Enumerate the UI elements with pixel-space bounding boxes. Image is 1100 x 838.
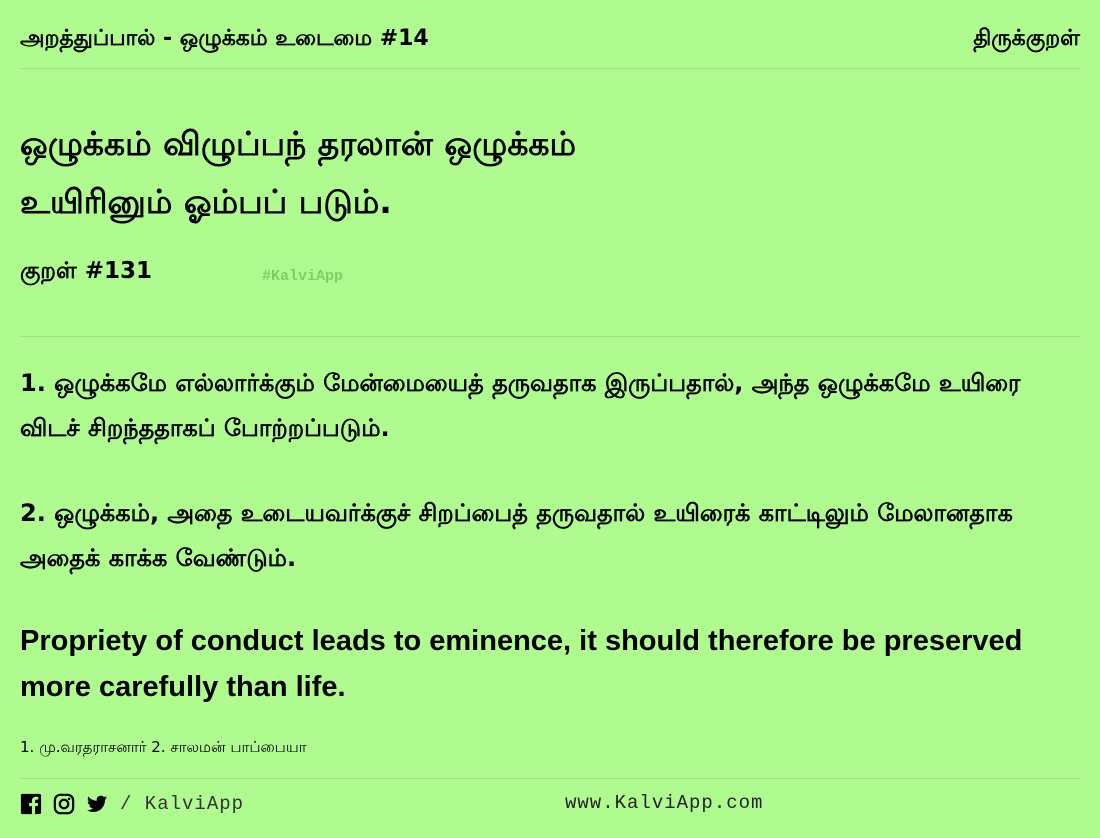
kural-number: குறள் #131	[20, 258, 153, 284]
website-link[interactable]: www.KalviApp.com	[565, 792, 764, 814]
divider	[20, 336, 1080, 337]
social-links	[20, 793, 244, 815]
book-title: திருக்குறள்	[973, 26, 1080, 51]
header	[20, 24, 1080, 69]
social-handle: / KalviApp	[120, 793, 245, 815]
footer	[20, 778, 1080, 838]
verse-line-2: உயிரினும் ஓம்பப் படும்.	[20, 182, 392, 221]
kural-verse	[20, 115, 576, 231]
instagram-icon[interactable]	[53, 793, 75, 815]
kural-card	[20, 0, 1080, 837]
verse-line-1: ஒழுக்கம் விழுப்பந் தரலான் ஒழுக்கம்	[20, 124, 577, 163]
kural-meta	[20, 258, 520, 292]
twitter-icon[interactable]	[86, 793, 108, 815]
english-translation: Propriety of conduct leads to eminence, it should therefore be preserved more carefully than life.	[20, 625, 1023, 703]
hashtag: #KalviApp	[262, 268, 344, 285]
meaning-1: 1. ஒழுக்கமே எல்லார்க்கும் மேன்மையைத் தருவதாக இருப்பதால், அந்த ஒழுக்கமே உயிரை விடச் சிறந்ததாகப் போற்றப்படும்.	[20, 369, 1021, 442]
authors-credit: 1. மு.வரதராசனார் 2. சாலமன் பாப்பையா	[20, 738, 307, 756]
facebook-icon[interactable]	[20, 793, 42, 815]
meanings	[20, 361, 1080, 621]
section-title: அறத்துப்பால் - ஒழுக்கம் உடைமை #14	[20, 26, 429, 51]
meaning-2: 2. ஒழுக்கம், அதை உடையவர்க்குச் சிறப்பைத் தருவதால் உயிரைக் காட்டிலும் மேலானதாக அதைக் காக்க வேண்டும்.	[20, 499, 1013, 572]
